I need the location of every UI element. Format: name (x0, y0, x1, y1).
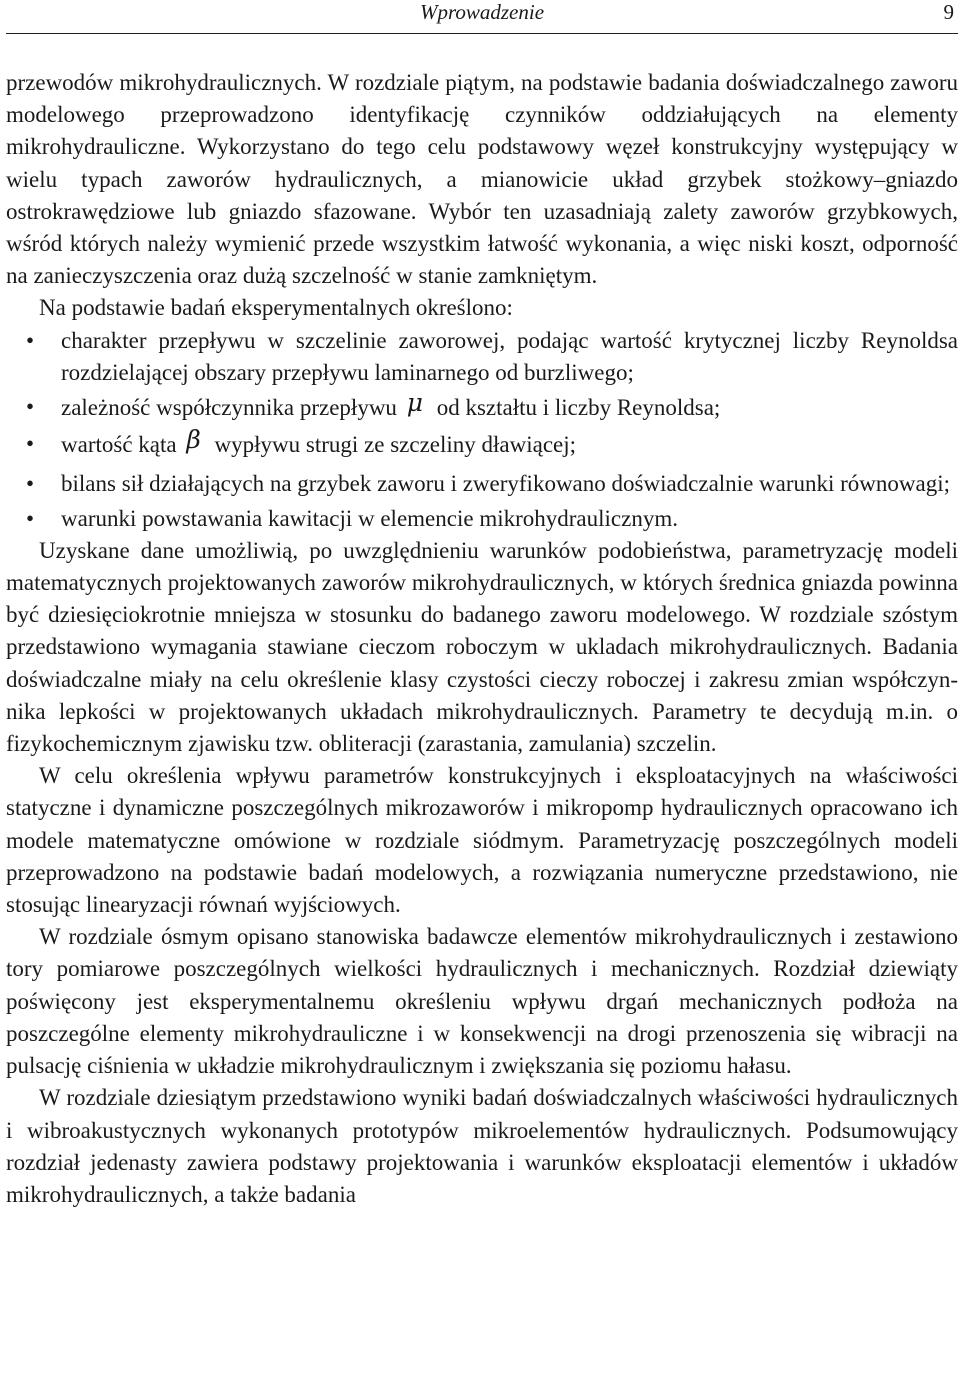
intro-paragraph: przewodów mikrohydraulicznych. W rozdziale piątym, na podstawie badania doświadczalnego zaworu modelowego przeprowadzono identyfikację czynników oddziałujących na elementy mikrohydrauliczne. Wykorzystano do tego celu podstawowy węzeł konstrukcyjny występujący w wielu typach zaworów hydraulicznych, a mianowicie układ grzybek stożkowy–gniazdo ostrokrawędziowe lub gniazdo sfazowane. Wybór ten uzasadniają zalety zaworów grzybkowych, wśród których należy wymienić przede wszystkim łatwość wykonania, a więc niski koszt, odporność na zanieczyszczenia oraz dużą szczelność w stanie zamkniętym. (6, 70, 958, 289)
bullet-icon: • (26, 471, 35, 497)
list-item (6, 388, 958, 424)
list-item (6, 425, 958, 461)
bullet-icon: • (26, 394, 35, 420)
paragraph-5: W rozdziale dziesiątym przedstawiono wyniki badań doświadczalnych właściwości hydraulicznych i wibroakustycznych wykonanych prototypów mikroelementów hydraulicznych. Podsumowujący rozdział jedenasty zawiera podstawy projektowania i warunków eksploatacji elementów i układów mikrohydraulicznych, a także badania (6, 1085, 958, 1207)
findings-intro: Na podstawie badań eksperymentalnych określono: (39, 295, 513, 321)
beta-symbol: β (186, 425, 201, 455)
list-item (6, 468, 958, 500)
findings-list (6, 325, 958, 535)
bullet-icon: • (26, 327, 35, 353)
paragraph-4: W rozdziale ósmym opisano stanowiska badawcze elementów mikrohydraulicznych i zestawiono tory pomiarowe poszczególnych wielkości hydraulicznych i mechanicznych. Rozdział dziewiąty poświęcony jest eksperymentalnemu określeniu wpływu drgań mechanicznych podłoża na poszczególne elementy mikrohydrauliczne i w konsekwencji na drogi przenoszenia się wibracji na pulsację ciśnienia w układzie mikrohydraulicznym i zwiększania się poziomu hałasu. (6, 924, 958, 1079)
list-item-text: wypływu strugi ze szczeliny dławiącej; (214, 432, 577, 458)
running-header (6, 0, 958, 24)
list-item (6, 325, 958, 389)
paragraph-2: Uzyskane dane umożliwią, po uwzględnieniu warunków podobieństwa, parametryzację modeli matematycznych projektowanych zaworów mikrohydraulicznych, w których średnica gniazda powinna być dziesięciokrotnie mniejsza w stosunku do badanego zaworu modelowego. W rozdziale szóstym przedstawiono wymagania stawiane cieczom roboczym w ukladach mikrohydraulicznych. Badania doświadczalne miały na celu określenie klasy czystości cieczy roboczej i zakresu zmian współczynnika lepkości w projektowanych układach mikrohydraulicznych. Parametry te decydują m.in. o fizykochemicznym zjawisku tzw. obliteracji (zarastania, zamulania) szczelin. (6, 537, 958, 757)
list-item-text: zależność współczynnika przepływu (61, 395, 397, 421)
chapter-title: Wprowadzenie (419, 0, 545, 24)
header-rule (6, 33, 958, 34)
mu-symbol: μ (406, 388, 423, 418)
bullet-icon: • (26, 505, 35, 531)
list-item-text: od kształtu i liczby Reynoldsa; (436, 395, 721, 421)
list-item-text: warunki powstawania kawitacji w elemencie mikrohydraulicznym. (61, 505, 678, 531)
page-number: 9 (943, 0, 954, 24)
list-item (6, 503, 958, 535)
list-item-text: charakter przepływu w szczelinie zaworowej, podając wartość krytycznej liczby Reynoldsa rozdzielającej obszary przepływu laminarnego od burzliwego; (61, 327, 958, 385)
list-item-text: bilans sił działających na grzybek zaworu i zweryfikowano doświadczalnie warunki równowagi; (61, 471, 951, 497)
body-text (6, 67, 958, 1211)
list-item-text: wartość kąta (61, 432, 177, 458)
paragraph-3: W celu określenia wpływu parametrów konstrukcyjnych i eksploatacyjnych na właściwości statyczne i dynamiczne poszczególnych mikrozaworów i mikropomp hydraulicznych opracowano ich modele matematyczne omówione w rozdziale siódmym. Parametryzację poszczególnych modeli przeprowadzono na podstawie badań modelowych, a rozwiązania numeryczne przedstawiono, nie stosując linearyzacji równań wyjściowych. (6, 763, 958, 918)
bullet-icon: • (26, 431, 35, 457)
